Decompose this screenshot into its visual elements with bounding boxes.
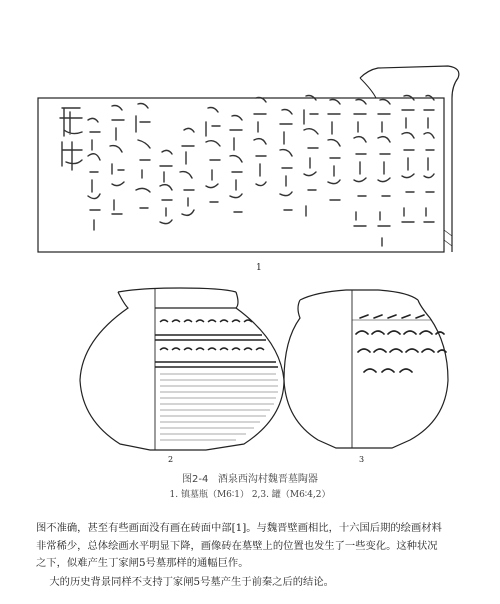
body-paragraph-2: 大的历史背景同样不支持丁家闸5号墓产生于前秦之后的结论。 [49, 575, 334, 588]
jar-3-drawing [284, 290, 448, 448]
jar-2-drawing [80, 288, 284, 450]
figure-caption-items: 1. 镇墓瓶（M6∶1） 2,3. 罐（M6∶4,2） [169, 490, 331, 500]
figure-caption-title: 图2-4 酒泉西沟村魏晋墓陶器 [182, 474, 318, 485]
inscription-calligraphy [60, 96, 434, 247]
panel-label-2: 2 [168, 455, 174, 464]
panel-label-1: 1 [256, 263, 262, 273]
panel-label-3: 3 [359, 455, 365, 464]
body-line-1: 图不准确，甚至有些画面没有画在砖面中部[1]。与魏晋壁画相比，十六国后期的绘画材料 [36, 522, 442, 534]
body-line-2: 非常稀少，总体绘画水平明显下降，画像砖在墓壁上的位置也发生了一些变化。这种状况 [36, 539, 438, 552]
body-text [36, 520, 488, 591]
inscription-panel [38, 66, 459, 252]
body-line-3: 之下，似难产生丁家闸5号墓那样的通幅巨作。 [36, 557, 249, 569]
